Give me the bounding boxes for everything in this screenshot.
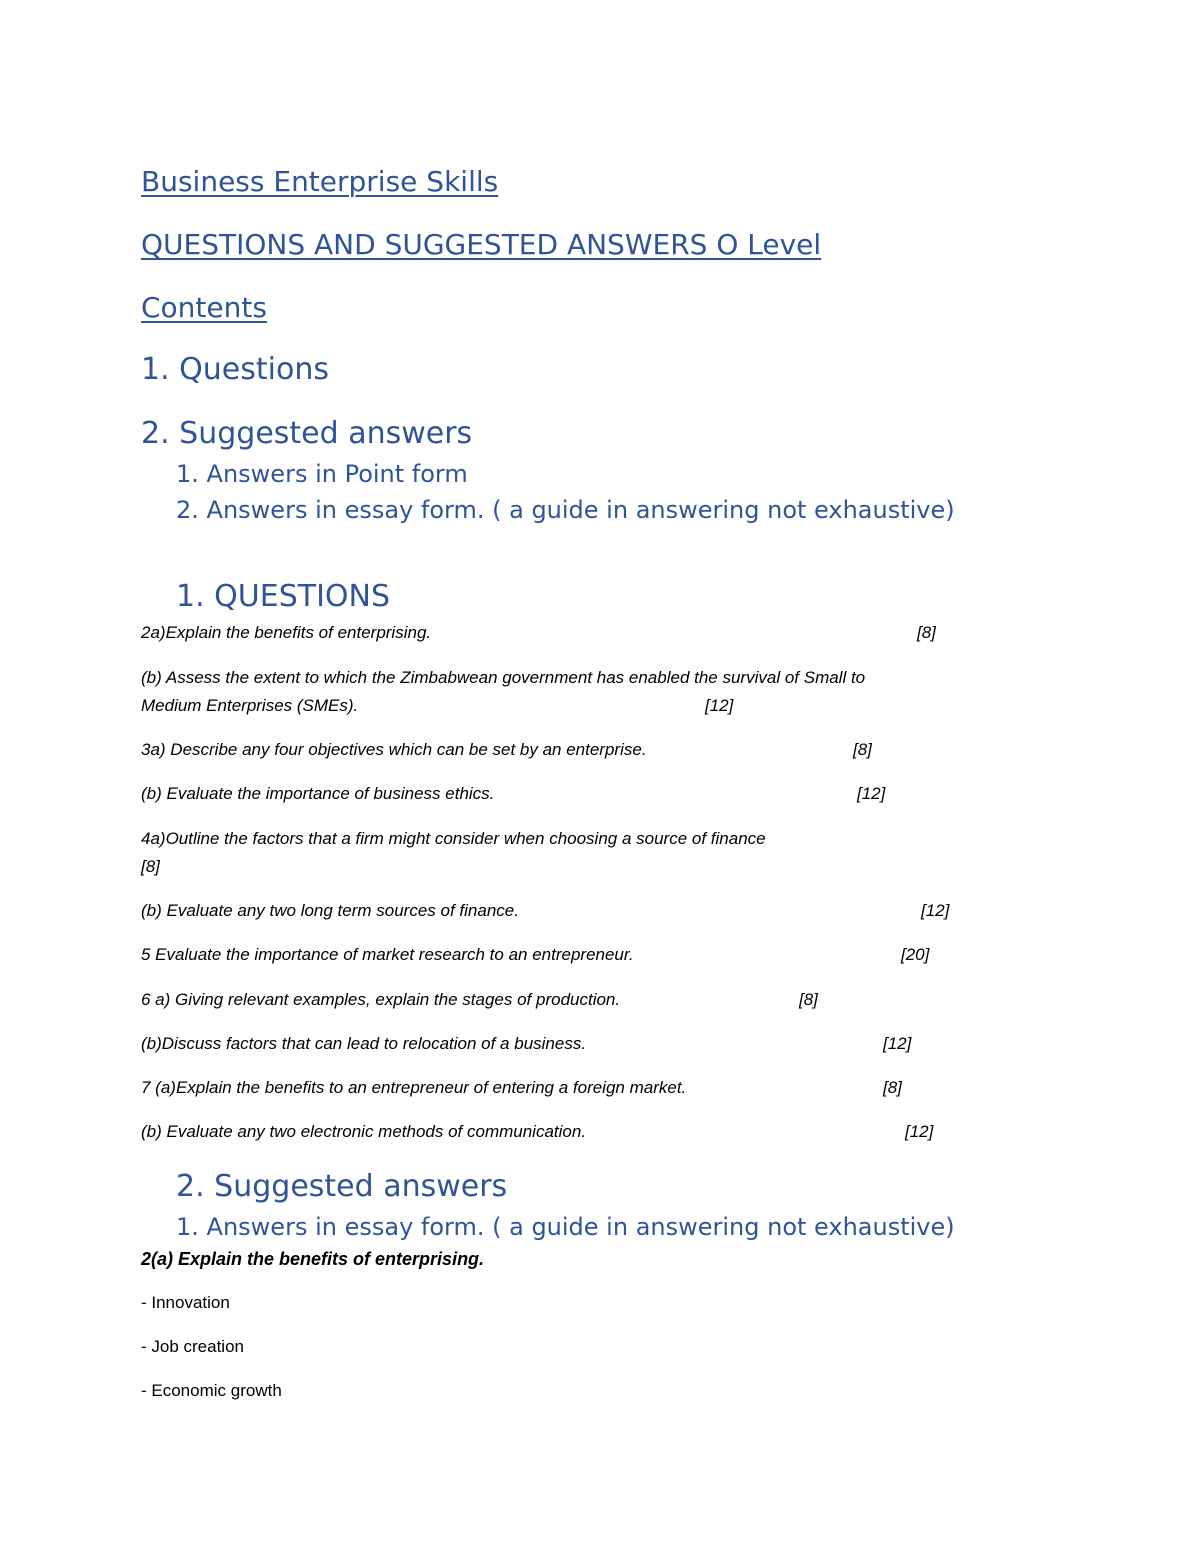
section-label: QUESTIONS xyxy=(214,579,391,614)
question-mark: [8] xyxy=(883,1078,902,1097)
toc-subitem-number: 1. xyxy=(176,460,199,488)
section-number: 1. xyxy=(176,579,205,614)
question-mark: [12] xyxy=(905,1122,934,1141)
toc-item-suggested-answers[interactable] xyxy=(141,416,472,451)
document-subtitle[interactable]: QUESTIONS AND SUGGESTED ANSWERS O Level xyxy=(141,228,822,261)
toc-item-label: Suggested answers xyxy=(179,416,473,451)
toc-item-number: 2. xyxy=(141,416,170,451)
question-item: 7 (a)Explain the benefits to an entrepreneur of entering a foreign market. xyxy=(141,1078,687,1097)
section-label: Suggested answers xyxy=(214,1169,508,1204)
toc-item-questions[interactable] xyxy=(141,352,329,387)
question-mark: [12] xyxy=(921,901,950,920)
toc-item-number: 1. xyxy=(141,352,170,387)
document-title[interactable]: Business Enterprise Skills xyxy=(141,165,499,198)
subsection-label: Answers in essay form. ( a guide in answering not exhaustive) xyxy=(206,1213,955,1241)
subsection-number: 1. xyxy=(176,1213,199,1241)
question-mark: [20] xyxy=(901,945,930,964)
answer-point: - Job creation xyxy=(141,1337,244,1356)
question-item-continuation: Medium Enterprises (SMEs). xyxy=(141,696,359,715)
contents-heading[interactable]: Contents xyxy=(141,291,267,324)
toc-subitem-essay-form[interactable] xyxy=(176,496,955,524)
answers-section-heading xyxy=(176,1169,507,1204)
section-number: 2. xyxy=(176,1169,205,1204)
toc-item-label: Questions xyxy=(179,352,329,387)
question-mark: [8] xyxy=(799,990,818,1009)
question-item: 5 Evaluate the importance of market research to an entrepreneur. xyxy=(141,945,634,964)
question-item: (b) Evaluate any two long term sources of finance. xyxy=(141,901,519,920)
question-item: (b)Discuss factors that can lead to relocation of a business. xyxy=(141,1034,587,1053)
toc-subitem-point-form[interactable] xyxy=(176,460,468,488)
toc-subitem-number: 2. xyxy=(176,496,199,524)
question-item: 3a) Describe any four objectives which can be set by an enterprise. xyxy=(141,740,647,759)
question-mark: [8] xyxy=(917,623,936,642)
question-mark: [8] xyxy=(141,857,160,876)
question-item: 4a)Outline the factors that a firm might consider when choosing a source of finance xyxy=(141,829,766,848)
answers-subsection-heading xyxy=(176,1213,955,1241)
toc-subitem-label: Answers in Point form xyxy=(206,460,468,488)
question-item: 2a)Explain the benefits of enterprising. xyxy=(141,623,432,642)
question-item: 6 a) Giving relevant examples, explain the stages of production. xyxy=(141,990,621,1009)
answer-question-heading: 2(a) Explain the benefits of enterprising. xyxy=(141,1249,485,1269)
questions-section-heading xyxy=(176,579,390,614)
question-mark: [12] xyxy=(705,696,734,715)
answer-point: - Economic growth xyxy=(141,1381,282,1400)
question-item: (b) Assess the extent to which the Zimbabwean government has enabled the survival of Small to xyxy=(141,668,866,687)
toc-subitem-label: Answers in essay form. ( a guide in answering not exhaustive) xyxy=(206,496,955,524)
question-mark: [12] xyxy=(883,1034,912,1053)
question-item: (b) Evaluate any two electronic methods of communication. xyxy=(141,1122,587,1141)
question-mark: [12] xyxy=(857,784,886,803)
answer-point: - Innovation xyxy=(141,1293,230,1312)
question-item: (b) Evaluate the importance of business ethics. xyxy=(141,784,495,803)
question-mark: [8] xyxy=(853,740,872,759)
